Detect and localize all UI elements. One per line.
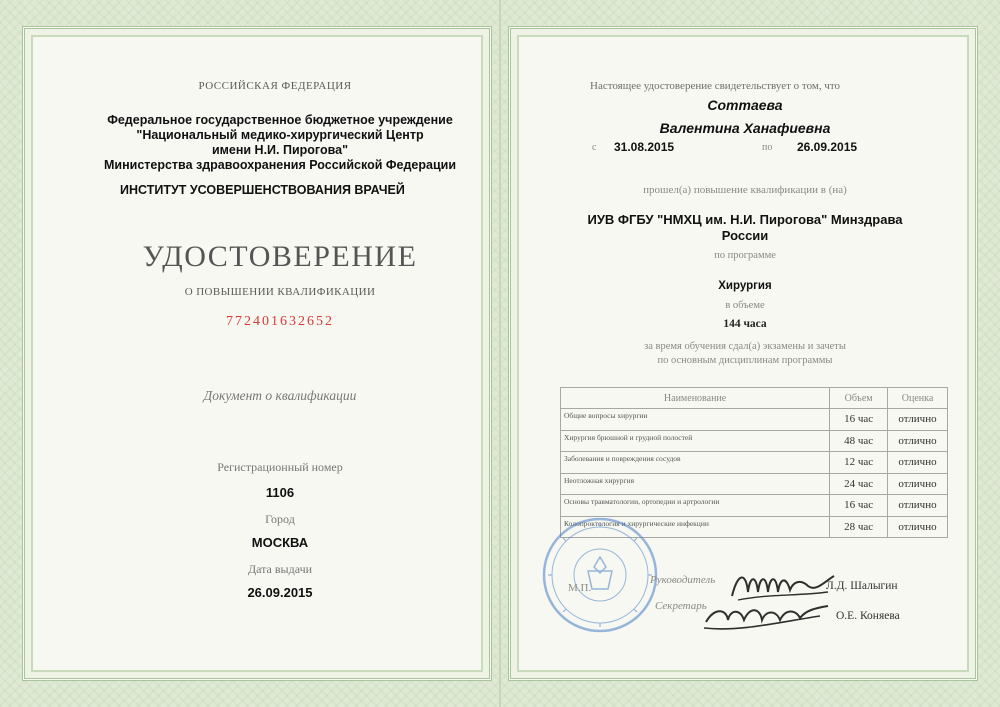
page-fold <box>499 0 501 707</box>
period-from-label: с <box>592 142 597 153</box>
exams-text-line2: по основным дисциплинам программы <box>657 355 833 366</box>
institution-line: имени Н.И. Пирогова" <box>211 143 349 157</box>
period-to-date: 26.09.2015 <box>797 140 858 154</box>
grade-cell: отлично <box>888 409 948 431</box>
grade-cell: отлично <box>888 516 948 538</box>
institution-line: "Национальный медико-хирургический Центр <box>136 128 424 142</box>
issue-date: 26.09.2015 <box>247 585 313 600</box>
hours-cell: 48 час <box>830 430 888 452</box>
city-value: МОСКВА <box>251 535 309 550</box>
hours-cell: 16 час <box>830 495 888 517</box>
column-header-hours: Объем <box>830 388 888 409</box>
table-header-row <box>561 388 948 409</box>
secretary-label: Секретарь <box>655 600 707 612</box>
column-header-subject: Наименование <box>561 388 830 409</box>
head-name: Л.Д. Шалыгин <box>826 580 898 592</box>
secretary-name: О.Е. Коняева <box>836 610 900 622</box>
subject-cell: Хирургия брюшной и грудной полостей <box>561 430 830 452</box>
table-row <box>561 409 948 431</box>
grade-cell: отлично <box>888 452 948 474</box>
document-subtitle: О ПОВЫШЕНИИ КВАЛИФИКАЦИИ <box>184 286 376 298</box>
grade-cell: отлично <box>888 430 948 452</box>
table-row <box>561 430 948 452</box>
secretary-signature-icon <box>700 596 835 634</box>
subject-cell: Колопроктология и хирургические инфекции <box>561 516 830 538</box>
serial-number: 772401632652 <box>226 314 334 329</box>
issue-date-label: Дата выдачи <box>247 562 313 576</box>
table-row <box>561 495 948 517</box>
seal-label: М.П. <box>568 582 592 594</box>
country-header: РОССИЙСКАЯ ФЕДЕРАЦИЯ <box>198 80 352 92</box>
grade-cell: отлично <box>888 495 948 517</box>
table-row <box>561 452 948 474</box>
institution-line: Федеральное государственное бюджетное учреждение <box>107 113 453 127</box>
volume-label: в объеме <box>725 300 765 311</box>
subject-cell: Основы травматологии, ортопедии и артрологии <box>561 495 830 517</box>
registration-number: 1106 <box>265 485 295 500</box>
institute-name: ИНСТИТУТ УСОВЕРШЕНСТВОВАНИЯ ВРАЧЕЙ <box>120 183 405 197</box>
period-from-date: 31.08.2015 <box>614 140 675 154</box>
hours-cell: 12 час <box>830 452 888 474</box>
table-row <box>561 473 948 495</box>
holder-surname: Соттаева <box>707 97 783 113</box>
subject-cell: Заболевания и повреждения сосудов <box>561 452 830 474</box>
official-stamp-icon <box>540 515 660 635</box>
passed-text: прошел(а) повышение квалификации в (на) <box>643 184 847 196</box>
grade-cell: отлично <box>888 473 948 495</box>
head-label: Руководитель <box>650 574 716 586</box>
registration-label: Регистрационный номер <box>217 460 343 474</box>
column-header-grade: Оценка <box>888 388 948 409</box>
period-to-label: по <box>762 142 773 153</box>
certifies-text: Настоящее удостоверение свидетельствует о том, что <box>590 80 841 92</box>
holder-given-names: Валентина Ханафиевна <box>659 120 831 136</box>
institution-line: Министерства здравоохранения Российской Федерации <box>103 158 457 172</box>
program-name: Хирургия <box>718 280 772 292</box>
exams-text-line1: за время обучения сдал(а) экзамены и зачеты <box>644 341 846 352</box>
hours-cell: 16 час <box>830 409 888 431</box>
institution-name <box>60 113 500 173</box>
document-title: УДОСТОВЕРЕНИЕ <box>142 240 418 273</box>
volume-value: 144 часа <box>723 318 767 330</box>
hours-cell: 24 час <box>830 473 888 495</box>
training-organization: ИУВ ФГБУ "НМХЦ им. Н.И. Пирогова" Минздрава России <box>587 212 903 243</box>
program-label: по программе <box>714 250 776 261</box>
subject-cell: Неотложная хирургия <box>561 473 830 495</box>
subject-cell: Общие вопросы хирургии <box>561 409 830 431</box>
hours-cell: 28 час <box>830 516 888 538</box>
document-kind: Документ о квалификации <box>203 388 357 403</box>
city-label: Город <box>265 512 295 526</box>
